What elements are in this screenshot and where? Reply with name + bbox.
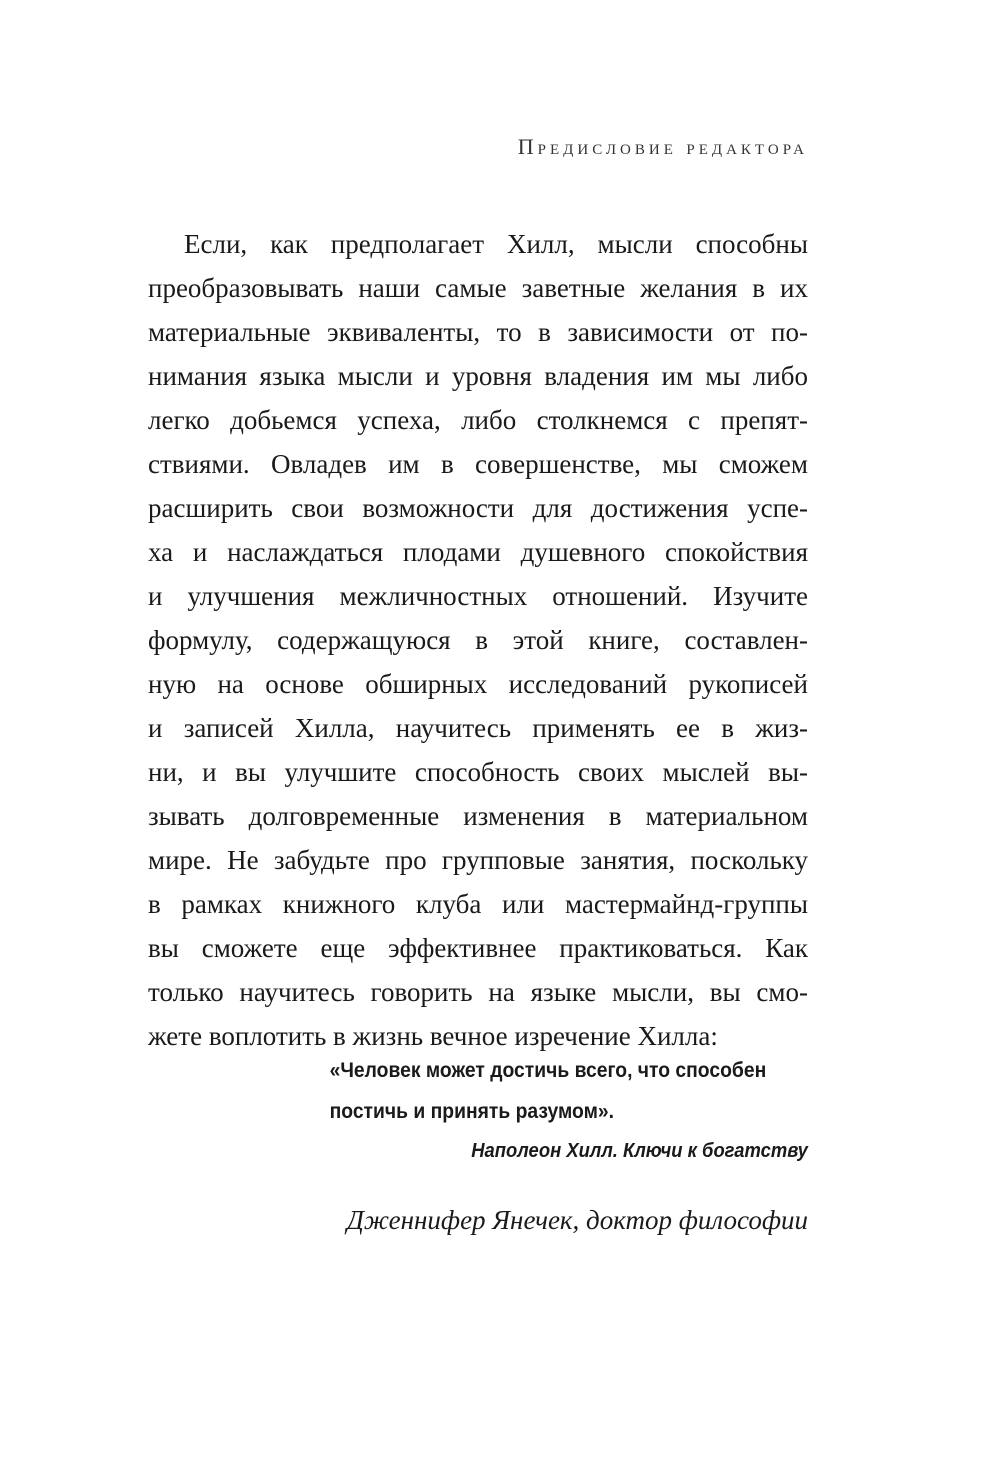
paragraph-line: в рамках книжного клуба или мастермайнд-группы <box>148 889 808 919</box>
quote-line: постичь и принять разумом». <box>329 1100 614 1123</box>
paragraph-line: расширить свои возможности для достижения успе- <box>148 493 808 523</box>
paragraph-line: легко добьемся успеха, либо столкнемся с препят- <box>148 405 808 435</box>
paragraph-line: ствиями. Овладев им в совершенстве, мы сможем <box>148 449 808 479</box>
paragraph-line: жете воплотить в жизнь вечное изречение Хилла: <box>148 1021 718 1051</box>
paragraph-line: зывать долговременные изменения в материальном <box>148 801 808 831</box>
paragraph-line: ную на основе обширных исследований рукописей <box>148 669 808 699</box>
paragraph-line: вы сможете еще эффективнее практиковаться. Как <box>148 933 808 963</box>
body-paragraph <box>148 222 808 1058</box>
quote-attribution: Наполеон Хилл. Ключи к богатству <box>471 1140 808 1162</box>
quote-line: «Человек может достичь всего, что способен <box>329 1059 767 1082</box>
epigraph-quote <box>330 1050 808 1132</box>
paragraph-line: только научитесь говорить на языке мысли, вы смо- <box>148 977 808 1007</box>
paragraph-line: Если, как предполагает Хилл, мысли способны <box>184 229 808 259</box>
running-head: Предисловие редактора <box>517 134 808 159</box>
editor-signature: Дженнифер Янечек, доктор философии <box>346 1205 808 1235</box>
paragraph-line: ни, и вы улучшите способность своих мыслей вы- <box>148 757 808 787</box>
paragraph-line: и улучшения межличностных отношений. Изучите <box>148 581 808 611</box>
paragraph-line: формулу, содержащуюся в этой книге, составлен- <box>148 625 808 655</box>
paragraph-line: материальные эквиваленты, то в зависимости от по- <box>148 317 808 347</box>
paragraph-line: нимания языка мысли и уровня владения им мы либо <box>148 361 808 391</box>
paragraph-line: преобразовывать наши самые заветные желания в их <box>148 273 808 303</box>
paragraph-line: мире. Не забудьте про групповые занятия, поскольку <box>148 845 808 875</box>
paragraph-line: ха и наслаждаться плодами душевного спокойствия <box>148 537 808 567</box>
paragraph-line: и записей Хилла, научитесь применять ее в жиз- <box>148 713 808 743</box>
